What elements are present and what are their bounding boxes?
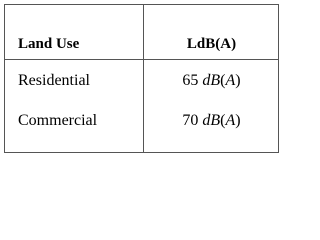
level-unit-a: A (225, 72, 236, 89)
level-unit-close: ) (235, 72, 241, 89)
level-unit-a: A (225, 112, 236, 129)
level-unit-db: dB (202, 72, 221, 89)
cell-land-use-commercial: Commercial (18, 112, 98, 129)
level-unit-open: ( (220, 112, 226, 129)
land-use-noise-table (4, 4, 279, 153)
cell-level-commercial (143, 112, 280, 130)
level-value: 70 (182, 112, 199, 129)
level-unit-open: ( (220, 72, 226, 89)
cell-land-use-residential: Residential (18, 72, 90, 89)
header-ldba: LdB(A) (186, 36, 237, 52)
header-divider (5, 59, 278, 60)
level-unit-db: dB (202, 112, 221, 129)
level-value: 65 (182, 72, 199, 89)
cell-level-residential (143, 72, 280, 90)
level-unit-close: ) (235, 112, 241, 129)
header-land-use: Land Use (18, 36, 80, 52)
